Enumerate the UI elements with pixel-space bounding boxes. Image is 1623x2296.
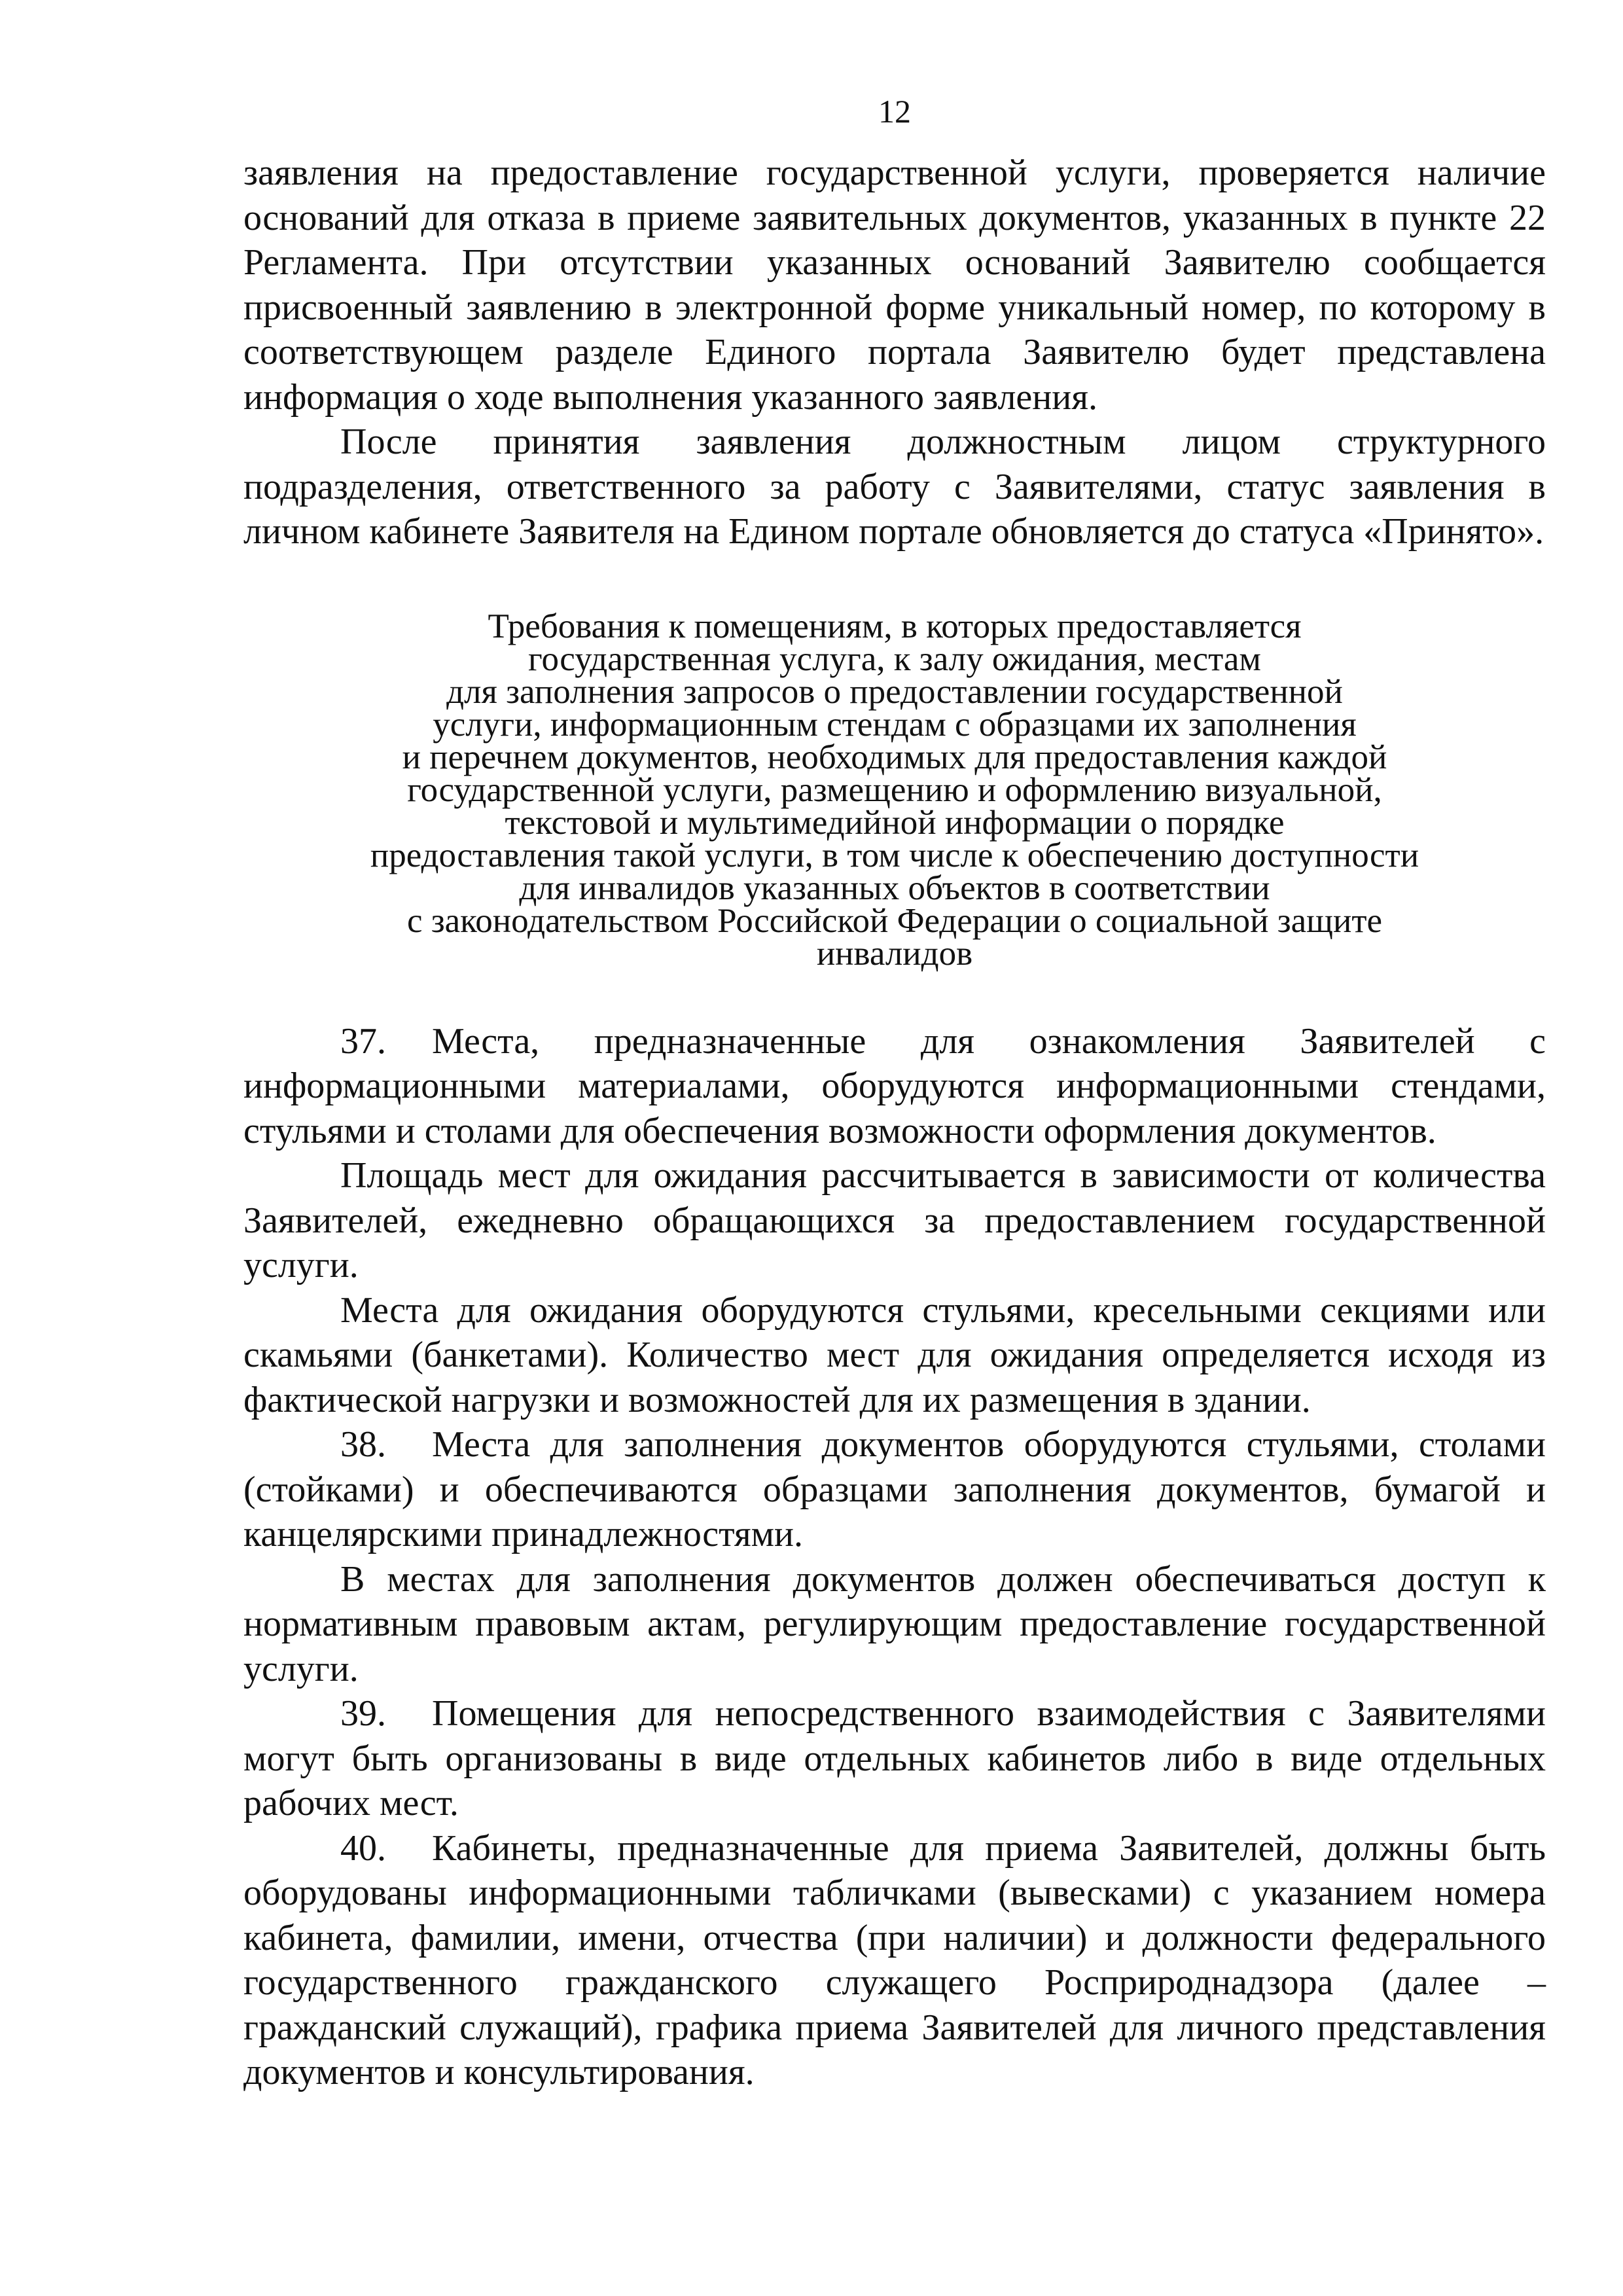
heading-line: для инвалидов указанных объектов в соответствии: [519, 869, 1270, 907]
paragraph-status-accepted: После принятия заявления должностным лицом структурного подразделения, ответственного за работу с Заявителями, статус заявления в личном кабинете Заявителя на Едином портале обновляется до статуса «Принято».: [243, 422, 1546, 552]
paragraph-40: [243, 1826, 1546, 2095]
paragraph-number: 38.: [340, 1424, 386, 1465]
paragraph-waiting-area: Площадь мест для ожидания рассчитывается в зависимости от количества Заявителей, ежедневно обращающихся за предоставлением государственной услуги.: [243, 1155, 1546, 1285]
paragraph-number: 40.: [340, 1827, 386, 1869]
heading-line: услуги, информационным стендам с образцами их заполнения: [433, 705, 1357, 744]
heading-line: с законодательством Российской Федерации о социальной защите: [406, 901, 1383, 940]
page-number: 12: [878, 93, 911, 130]
paragraph-access-to-acts: В местах для заполнения документов должен обеспечиваться доступ к нормативным правовым актам, регулирующим предоставление государственной услуги.: [243, 1558, 1546, 1689]
paragraph-number: 37.: [340, 1020, 386, 1062]
heading-line: текстовой и мультимедийной информации о порядке: [505, 803, 1285, 842]
paragraph-number: 39.: [340, 1693, 386, 1734]
heading-line: инвалидов: [816, 934, 973, 973]
heading-line: для заполнения запросов о предоставлении государственной: [446, 672, 1343, 711]
paragraph-waiting-seats: Места для ожидания оборудуются стульями, кресельными секциями или скамьями (банкетами). Количество мест для ожидания определяется исходя из фактической нагрузки и возможностей для их размещения в здании.: [243, 1289, 1546, 1420]
document-page: [243, 0, 1546, 2296]
paragraph-38: [243, 1422, 1546, 1557]
paragraph-continuation: заявления на предоставление государственной услуги, проверяется наличие оснований для отказа в приеме заявительных документов, указанных в пункте 22 Регламента. При отсутствии указанных оснований Заявителю сообщается присвоенный заявлению в электронной форме уникальный номер, по которому в соответствующем разделе Единого портала Заявителю будет представлена информация о ходе выполнения указанного заявления.: [243, 152, 1546, 418]
heading-line: и перечнем документов, необходимых для предоставления каждой: [402, 738, 1387, 776]
paragraph-text: Кабинеты, предназначенные для приема Заявителей, должны быть оборудованы информационными табличками (вывесками) с указанием номера кабинета, фамилии, имени, отчества (при наличии) и должности федерального государственного гражданского служащего Росприроднадзора (далее – гражданский служащий), графика приема Заявителей для личного представления документов и консультирования.: [243, 1827, 1546, 2092]
heading-line: предоставления такой услуги, в том числе к обеспечению доступности: [370, 836, 1419, 874]
document-body: [243, 151, 1546, 2095]
paragraph-39: [243, 1691, 1546, 1826]
paragraph-text: Места, предназначенные для ознакомления Заявителей с информационными материалами, оборудуются информационными стендами, стульями и столами для обеспечения возможности оформления документов.: [243, 1020, 1546, 1151]
paragraph-text: Места для заполнения документов оборудуются стульями, столами (стойками) и обеспечиваются образцами заполнения документов, бумагой и канцелярскими принадлежностями.: [243, 1424, 1546, 1554]
heading-line: государственной услуги, размещению и оформлению визуальной,: [407, 770, 1382, 809]
paragraph-37: [243, 1019, 1546, 1154]
paragraph-text: Помещения для непосредственного взаимодействия с Заявителями могут быть организованы в виде отдельных кабинетов либо в виде отдельных рабочих мест.: [243, 1693, 1546, 1823]
heading-line: государственная услуга, к залу ожидания, местам: [528, 639, 1261, 678]
section-heading: [243, 607, 1546, 973]
heading-line: Требования к помещениям, в которых предоставляется: [488, 607, 1302, 645]
